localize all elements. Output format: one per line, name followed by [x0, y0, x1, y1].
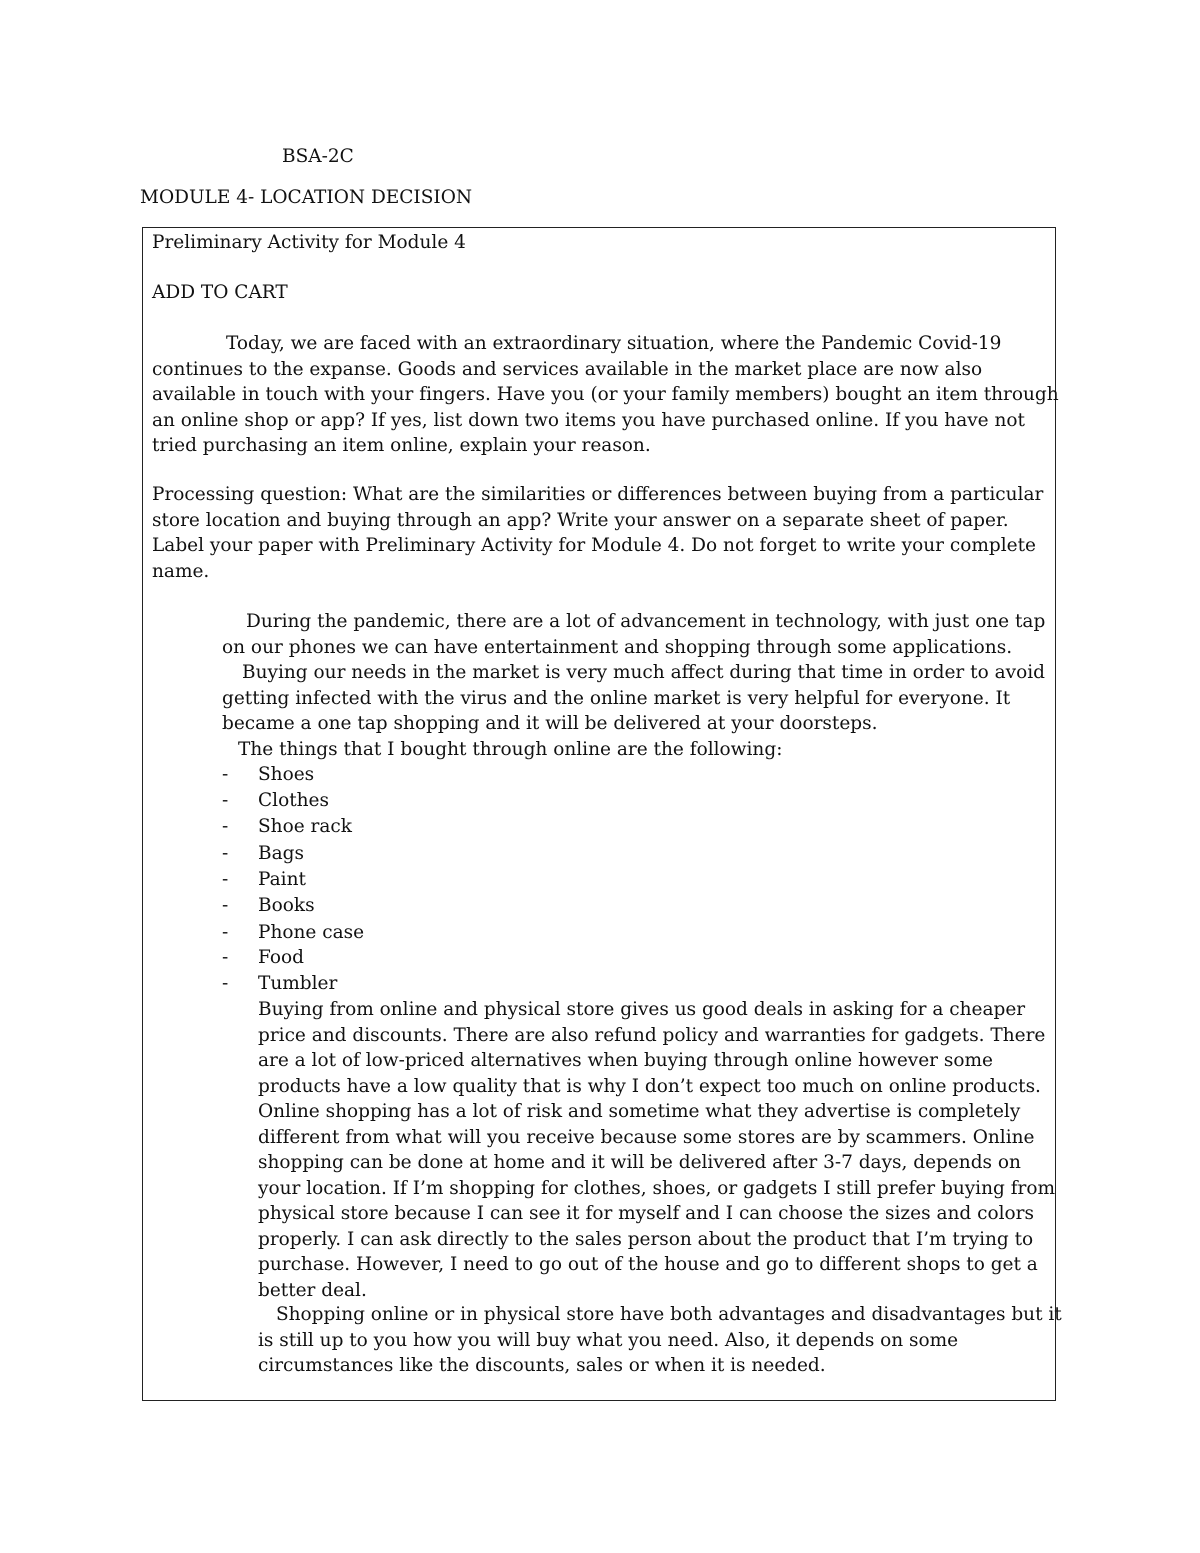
- body-line: Online shopping has a lot of risk and sometime what they advertise is completely: [258, 1101, 1021, 1122]
- list-item: Books: [258, 895, 315, 916]
- body-line: physical store because I can see it for myself and I can choose the sizes and colors: [258, 1203, 1034, 1224]
- prompt-line: tried purchasing an item online, explain your reason.: [152, 435, 651, 456]
- list-item: Clothes: [258, 790, 330, 811]
- answer-body: [258, 997, 1055, 1303]
- body-line: your location. If I’m shopping for clothes, shoes, or gadgets I still prefer buying from: [258, 1177, 1056, 1199]
- processing-line: Label your paper with Preliminary Activity for Module 4. Do not forget to write your complete: [152, 535, 1037, 556]
- list-item: Paint: [258, 869, 306, 890]
- processing-line: Processing question: What are the similarities or differences between buying from a particular: [152, 484, 1044, 505]
- answer-line: on our phones we can have entertainment and shopping through some applications.: [222, 636, 1013, 658]
- answer-line: getting infected with the virus and the online market is very helpful for everyone. It: [222, 687, 1011, 709]
- list-item: Shoes: [258, 764, 315, 785]
- list-item: Shoe rack: [258, 816, 352, 837]
- answer-intro: [222, 609, 1045, 762]
- bullet-marker: -: [222, 843, 229, 864]
- body-line: are a lot of low-priced alternatives when buying through online however some: [258, 1050, 993, 1071]
- list-item: Tumbler: [258, 973, 338, 994]
- list-item: Bags: [258, 843, 304, 864]
- bullet-marker: -: [222, 816, 229, 837]
- activity-subtitle: ADD TO CART: [152, 282, 288, 303]
- conclusion-line: Shopping online or in physical store have both advantages and disadvantages but it: [276, 1304, 1062, 1325]
- processing-question: [152, 482, 1043, 584]
- answer-line: Buying our needs in the market is very much affect during that time in order to avoid: [242, 662, 1045, 683]
- prompt-line: an online shop or app? If yes, list down two items you have purchased online. If you have not: [152, 409, 1025, 431]
- prompt-line: Today, we are faced with an extraordinary situation, where the Pandemic Covid-19: [226, 333, 1002, 354]
- list-item: Food: [258, 947, 304, 968]
- body-line: different from what will you receive because some stores are by scammers. Online: [258, 1126, 1035, 1148]
- body-line: purchase. However, I need to go out of the house and go to different shops to get a: [258, 1254, 1038, 1275]
- body-line: better deal.: [258, 1279, 367, 1301]
- answer-line: During the pandemic, there are a lot of advancement in technology, with just one tap: [246, 611, 1046, 632]
- answer-line: became a one tap shopping and it will be delivered at your doorsteps.: [222, 713, 878, 734]
- bullet-marker: -: [222, 869, 229, 890]
- answer-conclusion: [258, 1302, 1062, 1379]
- body-line: price and discounts. There are also refund policy and warranties for gadgets. There: [258, 1024, 1046, 1046]
- module-title: MODULE 4- LOCATION DECISION: [140, 187, 473, 208]
- body-line: products have a low quality that is why I don’t expect too much on online products.: [258, 1075, 1041, 1097]
- body-line: properly. I can ask directly to the sales person about the product that I’m trying to: [258, 1228, 1034, 1250]
- body-line: Buying from online and physical store gives us good deals in asking for a cheaper: [258, 999, 1026, 1020]
- bullet-marker: -: [222, 790, 229, 811]
- processing-line: name.: [152, 560, 210, 582]
- bullet-marker: -: [222, 895, 229, 916]
- bullet-marker: -: [222, 973, 229, 994]
- processing-line: store location and buying through an app? Write your answer on a separate sheet of paper.: [152, 509, 1009, 531]
- class-code: BSA-2C: [282, 146, 354, 167]
- prompt-line: available in touch with your fingers. Have you (or your family members) bought an item through: [152, 384, 1059, 405]
- answer-line: The things that I bought through online are the following:: [238, 738, 783, 760]
- list-item: Phone case: [258, 922, 365, 943]
- bullet-marker: -: [222, 764, 229, 785]
- body-line: shopping can be done at home and it will be delivered after 3-7 days, depends on: [258, 1152, 1021, 1173]
- conclusion-line: circumstances like the discounts, sales or when it is needed.: [258, 1355, 826, 1376]
- prompt-paragraph: [152, 331, 1059, 459]
- prompt-line: continues to the expanse. Goods and services available in the market place are now also: [152, 358, 983, 380]
- bullet-marker: -: [222, 947, 229, 968]
- activity-title: Preliminary Activity for Module 4: [152, 232, 466, 253]
- conclusion-line: is still up to you how you will buy what you need. Also, it depends on some: [258, 1329, 959, 1351]
- bullet-marker: -: [222, 922, 229, 943]
